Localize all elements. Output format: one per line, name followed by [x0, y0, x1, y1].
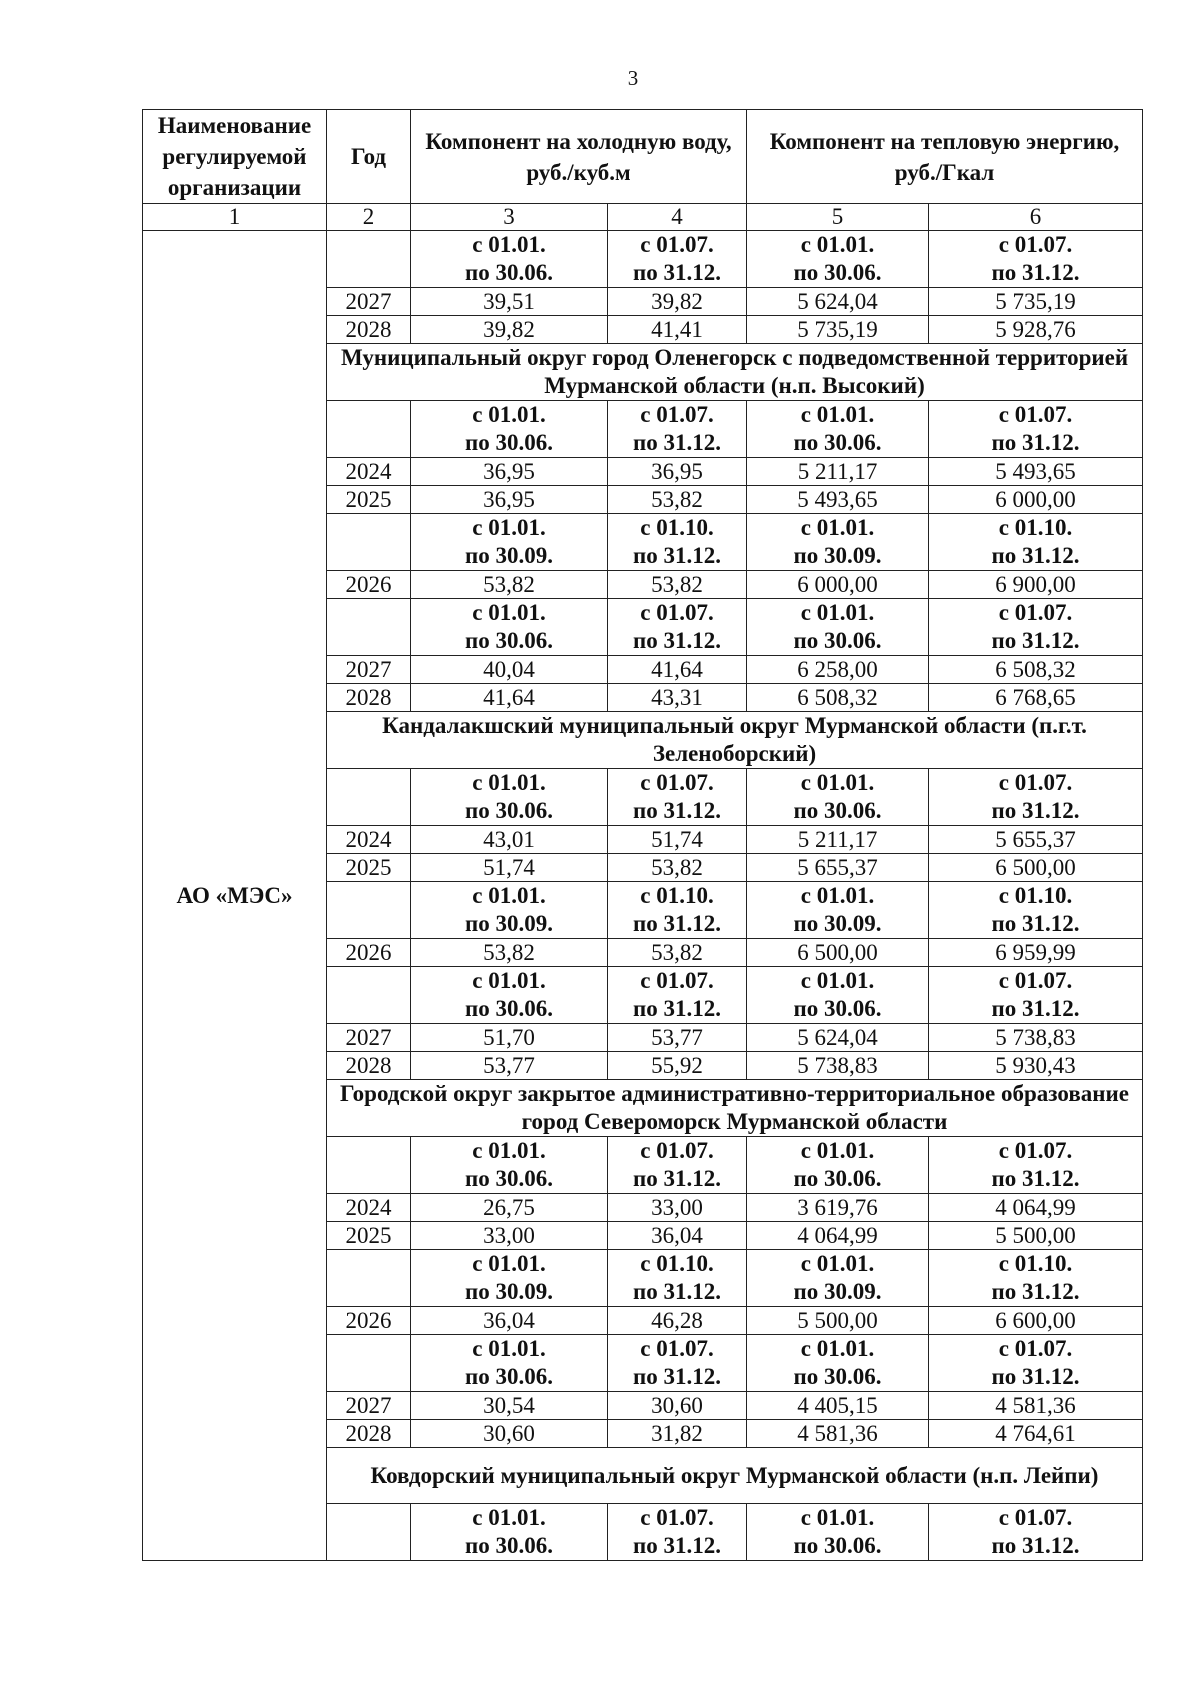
year-cell: 2026	[327, 571, 411, 599]
period-cell: с 01.01. по 30.06.	[747, 1504, 929, 1561]
year-cell	[327, 769, 411, 826]
value-cell: 4 064,99	[929, 1194, 1143, 1222]
value-cell: 5 930,43	[929, 1052, 1143, 1080]
value-cell: 30,60	[608, 1392, 747, 1420]
column-number: 4	[608, 204, 747, 231]
year-cell	[327, 514, 411, 571]
territory-name: Муниципальный округ город Оленегорск с подведомственной территорией Мурманской области (н.п. Высокий)	[327, 344, 1143, 401]
value-cell: 53,82	[608, 854, 747, 882]
period-cell: с 01.10. по 31.12.	[608, 514, 747, 571]
period-cell: с 01.01. по 30.09.	[747, 882, 929, 939]
period-cell: с 01.01. по 30.06.	[747, 599, 929, 656]
year-cell	[327, 882, 411, 939]
value-cell: 6 600,00	[929, 1307, 1143, 1335]
period-cell: с 01.07. по 31.12.	[608, 1137, 747, 1194]
value-cell: 4 405,15	[747, 1392, 929, 1420]
value-cell: 5 624,04	[747, 288, 929, 316]
value-cell: 5 738,83	[747, 1052, 929, 1080]
tariff-table	[142, 109, 1143, 1561]
value-cell: 41,64	[608, 656, 747, 684]
period-cell: с 01.01. по 30.09.	[411, 514, 608, 571]
value-cell: 5 500,00	[929, 1222, 1143, 1250]
value-cell: 6 500,00	[929, 854, 1143, 882]
year-cell: 2024	[327, 826, 411, 854]
value-cell: 6 258,00	[747, 656, 929, 684]
value-cell: 5 211,17	[747, 826, 929, 854]
value-cell: 36,95	[411, 486, 608, 514]
value-cell: 5 735,19	[747, 316, 929, 344]
value-cell: 5 738,83	[929, 1024, 1143, 1052]
value-cell: 31,82	[608, 1420, 747, 1448]
period-cell: с 01.07. по 31.12.	[608, 1504, 747, 1561]
year-cell: 2026	[327, 939, 411, 967]
year-cell	[327, 1335, 411, 1392]
cold-water-column-header: Компонент на холодную воду, руб./куб.м	[411, 110, 747, 204]
year-cell: 2027	[327, 288, 411, 316]
year-cell: 2026	[327, 1307, 411, 1335]
value-cell: 53,82	[608, 486, 747, 514]
year-cell	[327, 1504, 411, 1561]
period-cell: с 01.01. по 30.06.	[411, 401, 608, 458]
value-cell: 51,70	[411, 1024, 608, 1052]
page-number: 3	[627, 66, 639, 90]
period-cell: с 01.01. по 30.06.	[747, 967, 929, 1024]
period-cell: с 01.07. по 31.12.	[608, 599, 747, 656]
year-cell: 2028	[327, 684, 411, 712]
period-header-row	[143, 231, 1143, 288]
value-cell: 36,04	[608, 1222, 747, 1250]
territory-name: Ковдорский муниципальный округ Мурманской области (н.п. Лейпи)	[327, 1448, 1143, 1504]
period-cell: с 01.07. по 31.12.	[929, 1504, 1143, 1561]
value-cell: 6 900,00	[929, 571, 1143, 599]
heat-energy-column-header: Компонент на тепловую энергию, руб./Гкал	[747, 110, 1143, 204]
period-cell: с 01.01. по 30.09.	[747, 1250, 929, 1307]
period-cell: с 01.07. по 31.12.	[929, 599, 1143, 656]
territory-name: Городской округ закрытое административно-территориальное образование город Североморск Мурманской области	[327, 1080, 1143, 1137]
value-cell: 33,00	[608, 1194, 747, 1222]
year-cell: 2027	[327, 656, 411, 684]
value-cell: 55,92	[608, 1052, 747, 1080]
value-cell: 6 959,99	[929, 939, 1143, 967]
column-number-row	[143, 204, 1143, 231]
value-cell: 5 500,00	[747, 1307, 929, 1335]
period-cell: с 01.01. по 30.06.	[411, 1504, 608, 1561]
year-cell: 2028	[327, 316, 411, 344]
value-cell: 4 764,61	[929, 1420, 1143, 1448]
period-cell: с 01.07. по 31.12.	[608, 1335, 747, 1392]
year-cell	[327, 1137, 411, 1194]
value-cell: 6 000,00	[747, 571, 929, 599]
value-cell: 26,75	[411, 1194, 608, 1222]
period-cell: с 01.01. по 30.06.	[411, 769, 608, 826]
column-number: 5	[747, 204, 929, 231]
year-cell: 2027	[327, 1392, 411, 1420]
year-cell: 2025	[327, 1222, 411, 1250]
value-cell: 30,60	[411, 1420, 608, 1448]
period-cell: с 01.10. по 31.12.	[929, 882, 1143, 939]
org-column-header: Наименование регулируемой организации	[143, 110, 327, 204]
value-cell: 30,54	[411, 1392, 608, 1420]
column-number: 3	[411, 204, 608, 231]
period-cell: с 01.01. по 30.06.	[411, 1335, 608, 1392]
value-cell: 5 493,65	[747, 486, 929, 514]
period-cell: с 01.07. по 31.12.	[929, 1335, 1143, 1392]
year-cell: 2024	[327, 1194, 411, 1222]
column-number: 6	[929, 204, 1143, 231]
value-cell: 6 508,32	[747, 684, 929, 712]
value-cell: 6 500,00	[747, 939, 929, 967]
period-cell: с 01.01. по 30.06.	[411, 231, 608, 288]
value-cell: 53,82	[411, 939, 608, 967]
value-cell: 53,82	[608, 939, 747, 967]
period-cell: с 01.07. по 31.12.	[929, 1137, 1143, 1194]
period-cell: с 01.07. по 31.12.	[608, 769, 747, 826]
column-number: 2	[327, 204, 411, 231]
period-cell: с 01.01. по 30.06.	[747, 1137, 929, 1194]
value-cell: 36,95	[411, 458, 608, 486]
year-cell: 2028	[327, 1420, 411, 1448]
period-cell: с 01.07. по 31.12.	[929, 231, 1143, 288]
year-cell	[327, 599, 411, 656]
organization-name: АО «МЭС»	[143, 231, 327, 1561]
value-cell: 4 581,36	[929, 1392, 1143, 1420]
value-cell: 5 655,37	[929, 826, 1143, 854]
value-cell: 6 768,65	[929, 684, 1143, 712]
period-cell: с 01.10. по 31.12.	[929, 514, 1143, 571]
value-cell: 6 000,00	[929, 486, 1143, 514]
period-cell: с 01.01. по 30.06.	[747, 231, 929, 288]
value-cell: 53,77	[608, 1024, 747, 1052]
year-cell	[327, 401, 411, 458]
table-header-row	[143, 110, 1143, 204]
value-cell: 51,74	[411, 854, 608, 882]
value-cell: 33,00	[411, 1222, 608, 1250]
value-cell: 39,82	[608, 288, 747, 316]
period-cell: с 01.07. по 31.12.	[929, 967, 1143, 1024]
value-cell: 39,82	[411, 316, 608, 344]
period-cell: с 01.07. по 31.12.	[608, 231, 747, 288]
value-cell: 53,82	[608, 571, 747, 599]
value-cell: 43,31	[608, 684, 747, 712]
territory-name: Кандалакшский муниципальный округ Мурманской области (п.г.т. Зеленоборский)	[327, 712, 1143, 769]
value-cell: 5 211,17	[747, 458, 929, 486]
value-cell: 51,74	[608, 826, 747, 854]
year-cell	[327, 231, 411, 288]
column-number: 1	[143, 204, 327, 231]
year-cell: 2028	[327, 1052, 411, 1080]
period-cell: с 01.01. по 30.06.	[411, 967, 608, 1024]
period-cell: с 01.01. по 30.09.	[747, 514, 929, 571]
period-cell: с 01.07. по 31.12.	[929, 769, 1143, 826]
year-cell: 2025	[327, 854, 411, 882]
period-cell: с 01.01. по 30.06.	[411, 599, 608, 656]
value-cell: 5 655,37	[747, 854, 929, 882]
value-cell: 53,82	[411, 571, 608, 599]
value-cell: 36,95	[608, 458, 747, 486]
period-cell: с 01.01. по 30.06.	[747, 769, 929, 826]
year-cell: 2025	[327, 486, 411, 514]
value-cell: 53,77	[411, 1052, 608, 1080]
period-cell: с 01.01. по 30.06.	[747, 1335, 929, 1392]
period-cell: с 01.07. по 31.12.	[608, 401, 747, 458]
value-cell: 3 619,76	[747, 1194, 929, 1222]
value-cell: 5 624,04	[747, 1024, 929, 1052]
year-column-header: Год	[327, 110, 411, 204]
period-cell: с 01.01. по 30.06.	[747, 401, 929, 458]
period-cell: с 01.10. по 31.12.	[929, 1250, 1143, 1307]
period-cell: с 01.10. по 31.12.	[608, 882, 747, 939]
value-cell: 41,41	[608, 316, 747, 344]
period-cell: с 01.07. по 31.12.	[608, 967, 747, 1024]
value-cell: 40,04	[411, 656, 608, 684]
year-cell	[327, 967, 411, 1024]
value-cell: 46,28	[608, 1307, 747, 1335]
year-cell: 2024	[327, 458, 411, 486]
period-cell: с 01.01. по 30.06.	[411, 1137, 608, 1194]
value-cell: 43,01	[411, 826, 608, 854]
period-cell: с 01.01. по 30.09.	[411, 1250, 608, 1307]
value-cell: 5 493,65	[929, 458, 1143, 486]
value-cell: 4 064,99	[747, 1222, 929, 1250]
year-cell	[327, 1250, 411, 1307]
value-cell: 39,51	[411, 288, 608, 316]
value-cell: 6 508,32	[929, 656, 1143, 684]
value-cell: 4 581,36	[747, 1420, 929, 1448]
period-cell: с 01.10. по 31.12.	[608, 1250, 747, 1307]
period-cell: с 01.07. по 31.12.	[929, 401, 1143, 458]
value-cell: 41,64	[411, 684, 608, 712]
year-cell: 2027	[327, 1024, 411, 1052]
value-cell: 5 735,19	[929, 288, 1143, 316]
value-cell: 36,04	[411, 1307, 608, 1335]
period-cell: с 01.01. по 30.09.	[411, 882, 608, 939]
value-cell: 5 928,76	[929, 316, 1143, 344]
